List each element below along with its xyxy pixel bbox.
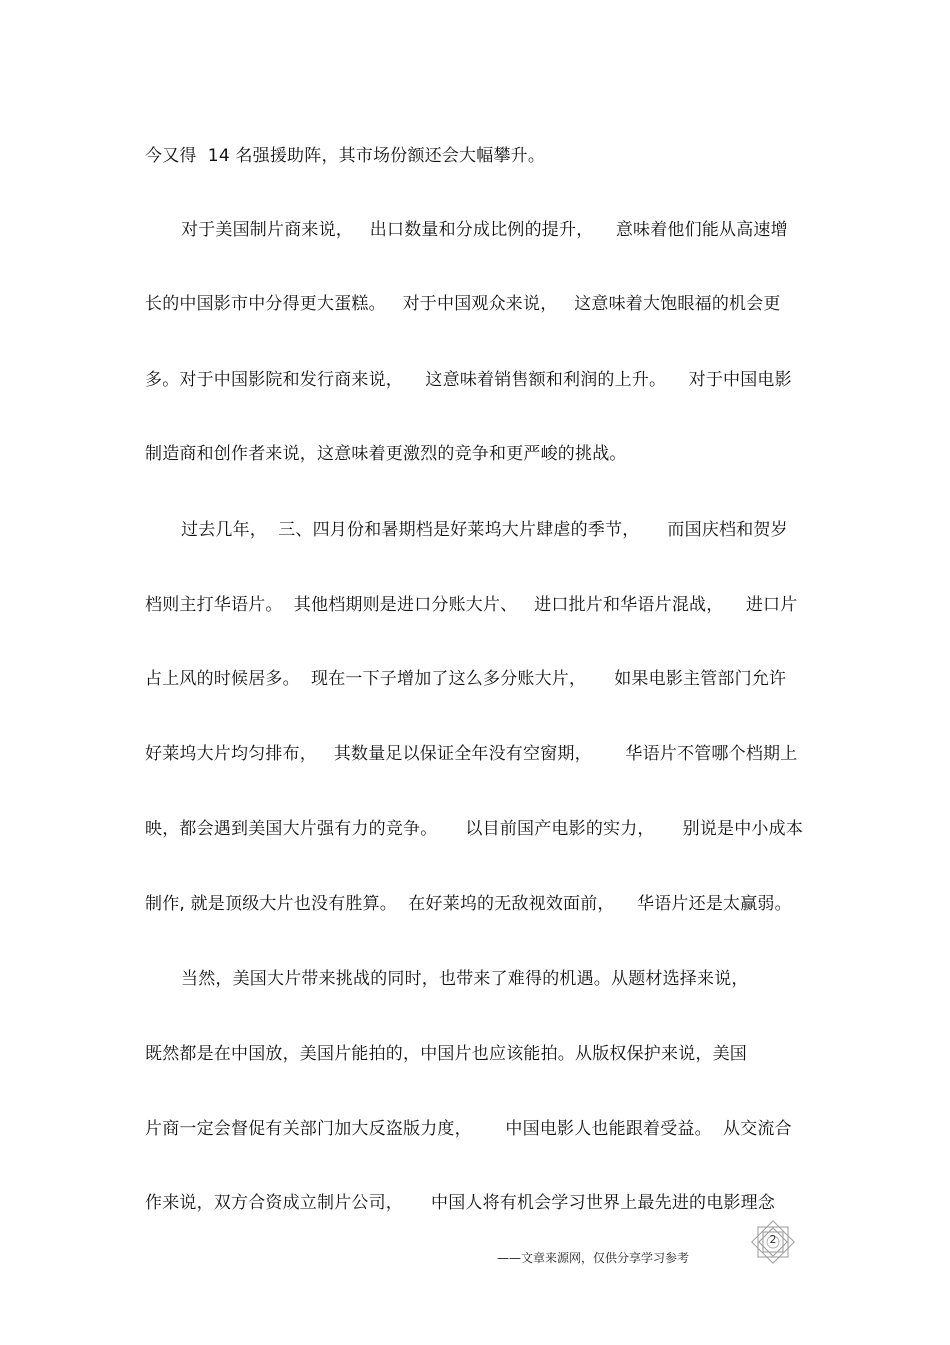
text-line: 映，都会遇到美国大片强有力的竞争。 以目前国产电影的实力， 别说是中小成本 [145, 819, 804, 839]
text-line: 对于美国制片商来说， 出口数量和分成比例的提升， 意味着他们能从高速增 [181, 220, 788, 240]
text-line: 档则主打华语片。 其他档期则是进口分账大片、 进口批片和华语片混战， 进口片 [145, 595, 798, 615]
text-line: 今又得 14 名强援助阵，其市场份额还会大幅攀升。 [145, 146, 546, 166]
text-line: 既然都是在中国放，美国片能拍的，中国片也应该能拍。从版权保护来说，美国 [145, 1044, 747, 1064]
page-number-badge [748, 1219, 798, 1265]
text-line: 制造商和创作者来说，这意味着更激烈的竞争和更严峻的挑战。 [145, 444, 627, 464]
text-line: 作来说，双方合资成立制片公司， 中国人将有机会学习世界上最先进的电影理念 [145, 1193, 776, 1213]
text-line: 多。对于中国影院和发行商来说， 这意味着销售额和利润的上升。 对于中国电影 [145, 370, 792, 390]
source-footnote: ——文章来源网，仅供分享学习参考 [497, 1251, 690, 1265]
text-line: 制作, 就是顶级大片也没有胜算。 在好莱坞的无敌视效面前， 华语片还是太赢弱。 [145, 894, 792, 914]
page-number: 2 [769, 1233, 777, 1246]
text-line: 片商一定会督促有关部门加大反盗版力度， 中国电影人也能跟着受益。 从交流合 [145, 1119, 792, 1139]
text-line: 占上风的时候居多。 现在一下子增加了这么多分账大片， 如果电影主管部门允许 [145, 669, 787, 689]
text-line: 过去几年， 三、四月份和暑期档是好莱坞大片肆虐的季节， 而国庆档和贺岁 [181, 520, 788, 540]
text-line: 当然，美国大片带来挑战的同时，也带来了难得的机遇。从题材选择来说， [181, 969, 749, 989]
text-line: 好莱坞大片均匀排布， 其数量足以保证全年没有空窗期， 华语片不管哪个档期上 [145, 744, 798, 764]
text-line: 长的中国影市中分得更大蛋糕。 对于中国观众来说， 这意味着大饱眼福的机会更 [145, 294, 781, 314]
